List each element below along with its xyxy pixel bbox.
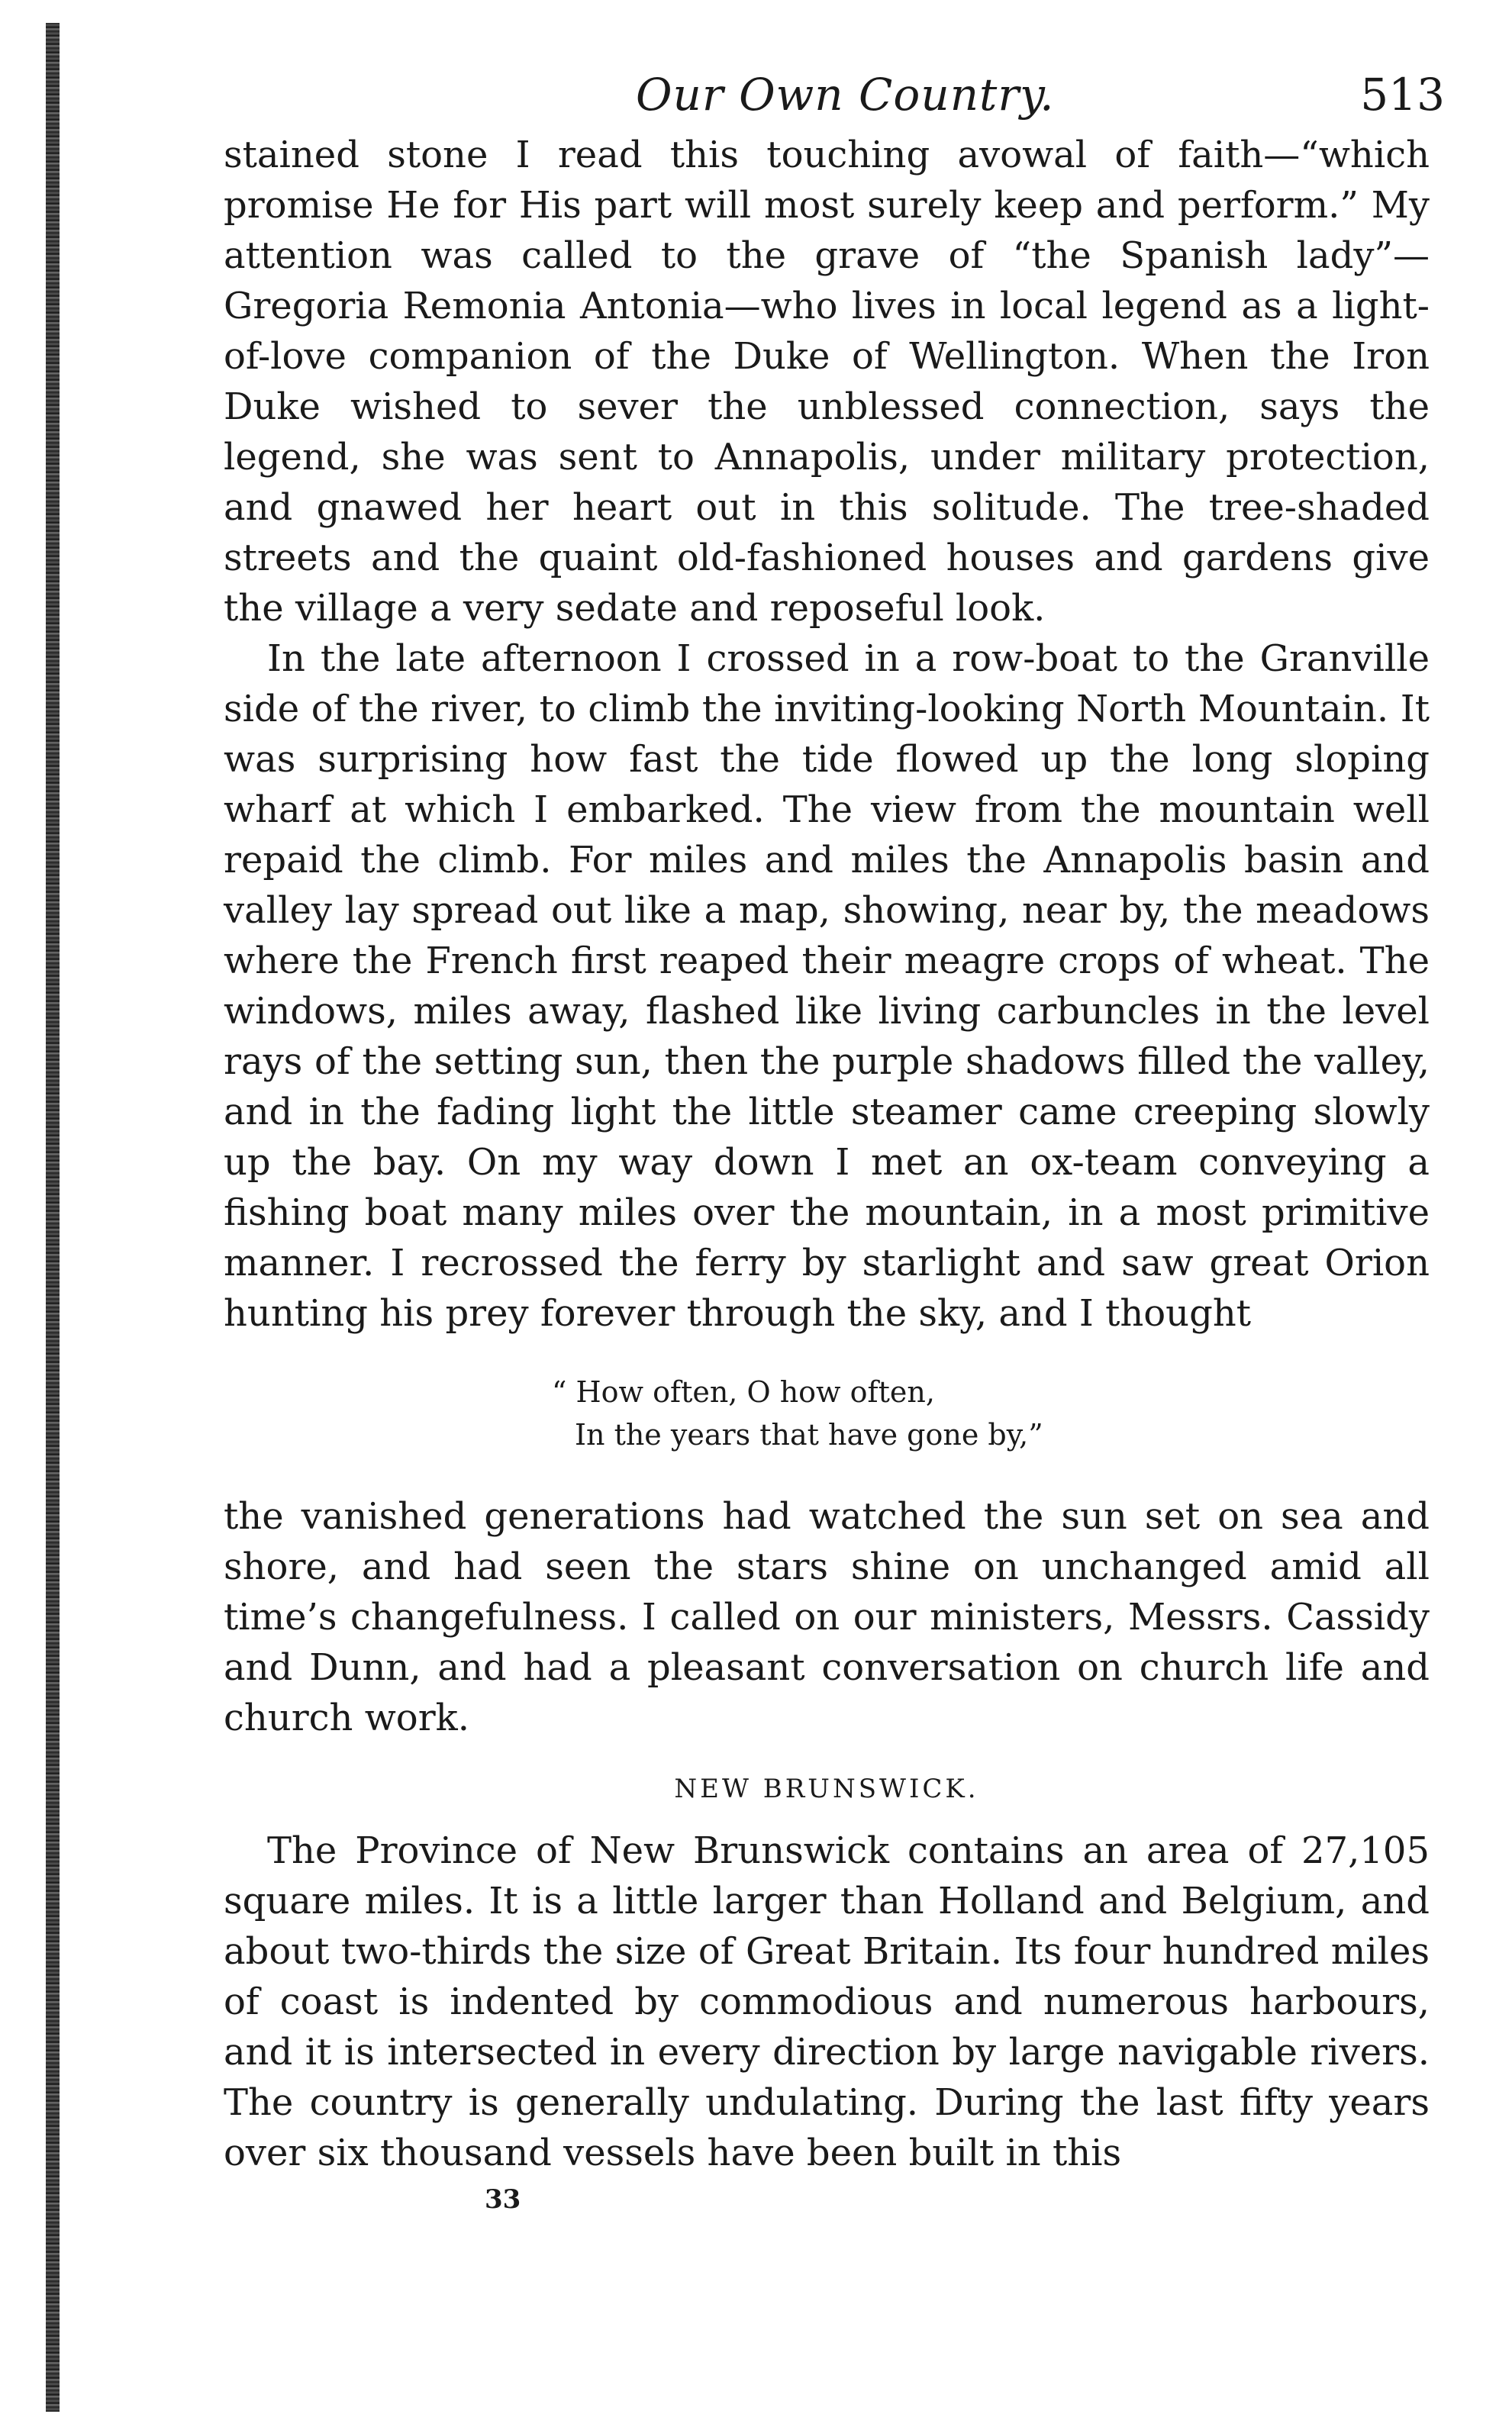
- paragraph-3: the vanished generations had watched the sun set on sea and shore, and had seen the stars shine on unchanged amid all time’s changefulness. I called on our ministers, Messrs. Cassidy and Dunn, and had a pleasant conversation on church life and church work.: [224, 1495, 1430, 1739]
- section-body: [224, 1826, 1430, 2178]
- book-binding-edge: [46, 23, 60, 2412]
- page-header: [224, 69, 1445, 130]
- paragraph-1: stained stone I read this touching avowal of faith—“which promise He for His part will most surely keep and perform.” My attention was called to the grave of “the Spanish lady”— Gregoria Remonia Antonia—who lives in local legend as a light-of-love companion of the Duke of Wellington. When the Iron Duke wished to sever the unblessed connection, says the legend, she was sent to Annapolis, under military protection, and gnawed her heart out in this solitude. The tree-shaded streets and the quaint old-fashioned houses and gardens give the village a very sedate and reposeful look.: [224, 134, 1430, 630]
- book-page: [224, 69, 1445, 2215]
- signature-mark: 33: [485, 2184, 521, 2215]
- verse-line-2: In the years that have gone by,”: [575, 1418, 1043, 1452]
- body-text: [224, 130, 1430, 1339]
- verse-quotation: [224, 1371, 1430, 1456]
- verse-line-1: “ How often, O how often,: [552, 1375, 935, 1409]
- paragraph-2: In the late afternoon I crossed in a row-boat to the Granville side of the river, to climb the inviting-looking North Mountain. It was surprising how fast the tide flowed up the long sloping wharf at which I embarked. The view from the mountain well repaid the climb. For miles and miles the Annapolis basin and valley lay spread out like a map, showing, near by, the meadows where the French first reaped their meagre crops of wheat. The windows, miles away, flashed like living carbuncles in the level rays of the setting sun, then the purple shadows filled the valley, and in the fading light the little steamer came creeping slowly up the bay. On my way down I met an ox-team conveying a fishing boat many miles over the mountain, in a most primitive manner. I recrossed the ferry by starlight and saw great Orion hunting his prey forever through the sky, and I thought: [224, 637, 1430, 1335]
- paragraph-4: The Province of New Brunswick contains an area of 27,105 square miles. It is a little larger than Holland and Belgium, and about two-thirds the size of Great Britain. Its four hundred miles of coast is indented by commodious and numerous harbours, and it is intersected in every direction by large navigable rivers. The country is generally undulating. During the last fifty years over six thousand vessels have been built in this: [224, 1829, 1430, 2174]
- running-title: Our Own Country.: [636, 69, 1055, 121]
- page-number: 513: [1360, 69, 1445, 121]
- section-heading: NEW BRUNSWICK.: [674, 1774, 979, 1804]
- body-text-continued: [224, 1491, 1430, 1743]
